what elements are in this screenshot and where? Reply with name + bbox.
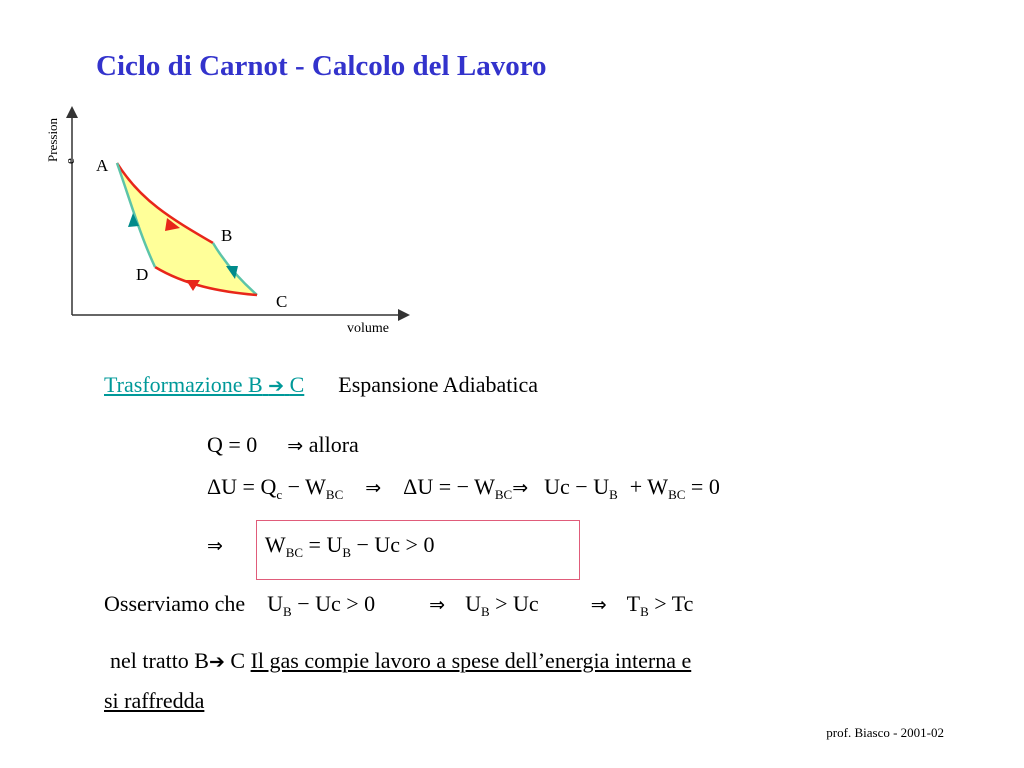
y-axis-label-cont: e: [62, 158, 77, 164]
transformation-heading: [104, 372, 538, 398]
conclusion-line-1: nel tratto B➔ C Il gas compie lavoro a spese dell’energia interna e: [110, 648, 692, 673]
implies-icon: ⇒: [207, 535, 223, 557]
transformation-link[interactable]: Trasformazione B ➔ C: [104, 372, 305, 397]
footer-credit: prof. Biasco - 2001-02: [826, 725, 944, 740]
right-arrow-icon: ➔: [268, 375, 285, 397]
y-axis-label: Pression: [45, 117, 60, 162]
carnot-pv-diagram: [40, 100, 420, 345]
page-title: Ciclo di Carnot - Calcolo del Lavoro: [96, 50, 547, 82]
implies-icon: ⇒: [365, 477, 382, 499]
implies-icon: ⇒: [590, 594, 607, 616]
implies-icon: ⇒: [429, 594, 446, 616]
implies-icon: ⇒: [287, 435, 304, 457]
equation-w-bc: ⇒ $W_{BC} = U_B - Uc > 0$: [207, 532, 435, 560]
x-axis-label: volume: [347, 321, 389, 336]
conclusion-statement: Il gas compie lavoro a spese dell’energia interna e: [250, 648, 692, 673]
equation-observation: Osserviamo che $U_B - Uc > 0$ ⇒ $U_B > Uc$ ⇒ $T_B > Tc$: [104, 591, 694, 619]
point-c-label: C: [276, 292, 288, 311]
transformation-description: Espansione Adiabatica: [338, 372, 539, 397]
right-arrow-icon: ➔: [208, 651, 225, 673]
equation-delta-u: $\Delta U = Q_c - W_{BC}$ ⇒ ΔU = − $W_{BC}\Rightarrow$ $Uc - U_B + W_{BC} = 0$: [207, 474, 720, 502]
equation-q-zero: Q = 0 ⇒ allora: [207, 432, 359, 457]
point-a-label: A: [96, 156, 109, 175]
implies-icon: ⇒: [512, 477, 529, 499]
conclusion-line-2: si raffredda: [104, 688, 205, 713]
point-b-label: B: [221, 226, 233, 245]
point-d-label: D: [136, 265, 149, 284]
